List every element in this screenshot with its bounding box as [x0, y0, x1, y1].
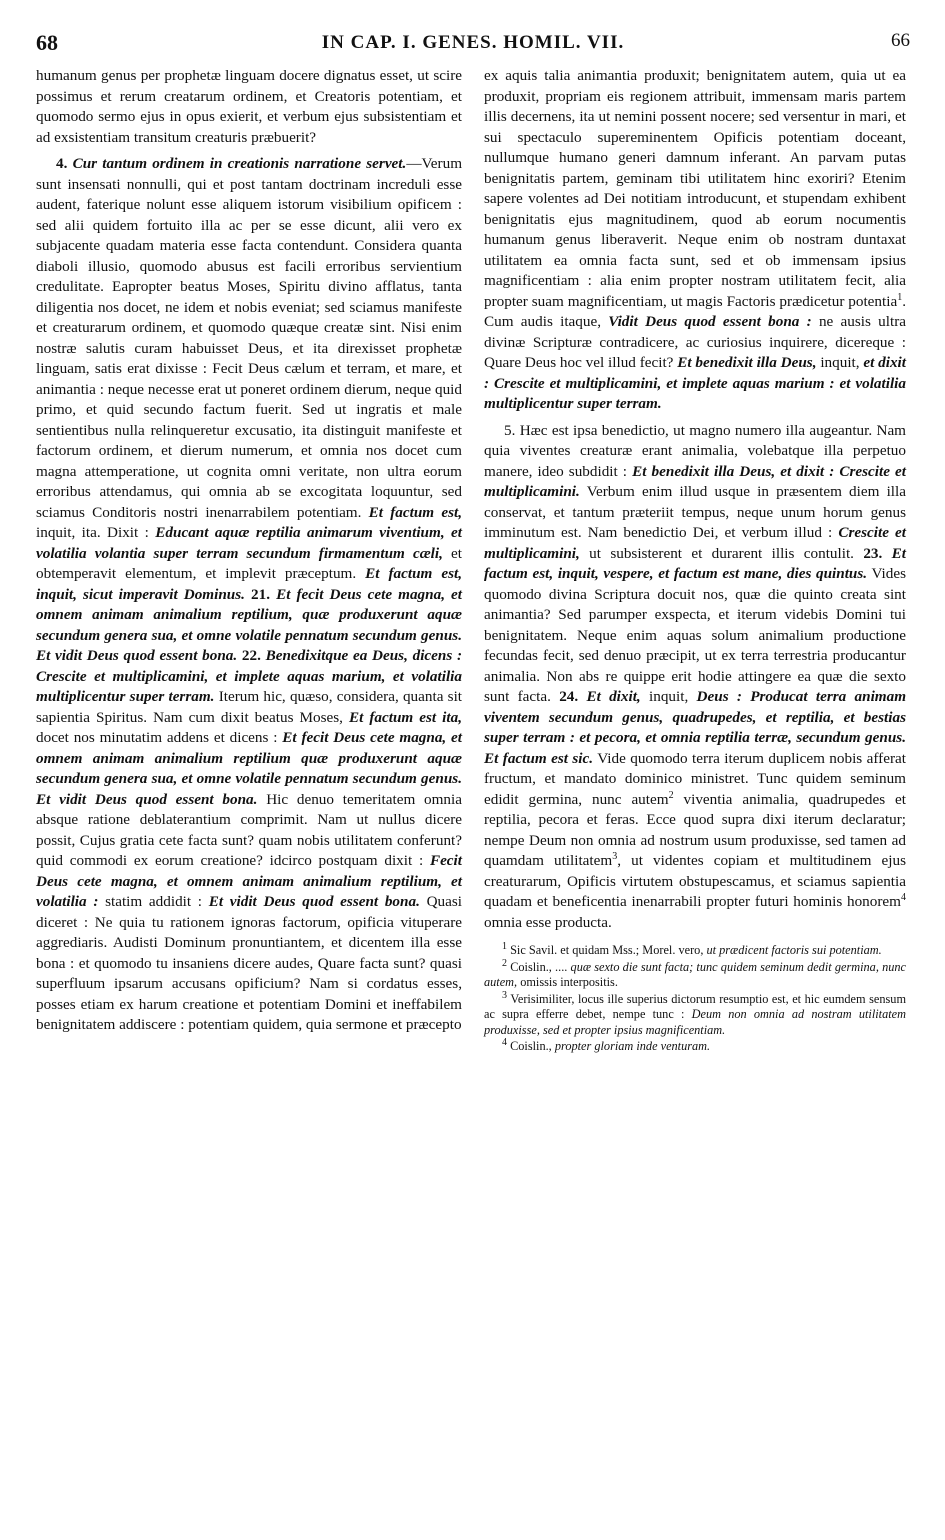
scripture-quote: Et factum est, inquit, vespere, et factum est mane, dies quintus.	[484, 544, 907, 582]
text-run: Vides quomodo divina Scriptura docuit nos, quæ die quinto creata sint animantia? Sed parumper exspecta, et iterum videbis Domini tui benignitatem. Neque enim aquas solum animalium productione fecundas fecit, sed denuo præcipit, ut ex terra terrestria producantur animalia. Non abs re quippe erit hodie attingere ea quæ die sexto sunt facta.	[484, 565, 906, 705]
scripture-quote: Et fecit Deus cete magna, et omnem animam animalium reptilium quæ produxerunt aquæ secundum genera sua, et omne volatile pennatum secundum genus. Et vidit Deus quod essent bona.	[36, 729, 463, 808]
paragraph-section-5	[484, 421, 906, 934]
footnote	[484, 989, 907, 1039]
verse-number: 23.	[863, 544, 883, 562]
running-header	[36, 30, 910, 60]
text-run: Coislin.,	[510, 1039, 552, 1053]
text-run: docet nos minutatim addens et dicens :	[36, 729, 278, 746]
scripture-quote: Deus : Producat terra animam viventem secundum genus, quadrupedes, et reptilia, et bestias super terram : et pecora, et omnia reptilia terræ, secundum genus. Et factum est sic.	[484, 688, 907, 767]
footnote-number: 3	[502, 989, 507, 1001]
text-run: et obtemperavit elementum, et implevit præceptum.	[36, 544, 463, 582]
text-run: Coislin., ....	[510, 959, 568, 974]
footnote-marker[interactable]: 3	[612, 850, 618, 862]
footnote-marker[interactable]: 1	[897, 291, 903, 303]
scripture-quote: Et fecit Deus cete magna, et omnem animam animalium reptilium, quæ produxerunt aquæ secundum genera sua, et omne volatile pennatum secundum genus. Et vidit Deus quod essent bona.	[36, 585, 463, 664]
text-run: ne ausis ultra divinæ Scripturæ contradicere, ac curiosius inquirere, dicereque : Quare Deus hoc vel illud fecit?	[484, 313, 907, 371]
footnote-number: 4	[502, 1036, 507, 1048]
text-run: viventia animalia, quadrupedes et reptilia, pecora et feras. Ecce quod supra dixi iterum declaratur; nempe Deum non omnia ad nostrum usum produxisse, sed tamen ad quamdam utilitatem	[484, 790, 907, 869]
text-run: ex aquis talia animantia produxit; benignitatem autem, quia ut ea produxit, propriam eis regionem attribuit, immensam maris partem illis decernens, ita ut nemini possent nocere; sed versentur in mari, et sui spectaculo supereminentem Opificis potentiam doceant, nullumque humano generi damnum inferant. An parvam putas benignitatis partem, geminam tibi utilitatem hinc exoriri? Etenim sapere volentes ad Dei notitiam introducunt, et stupendam exhibent benignitatis ejus magnitudinem, quod ab eorum nocumentis humanum genus liberaverit. Neque enim ob nostram duntaxat utilitatem ea omnia facta sunt, sed et ob immensam ipsius magnificentiam : alia enim propter nostram utilitatem fecit, alia propter suam magnificentiam, ut magis Factoris prædicetur potentia	[484, 67, 906, 310]
scripture-quote: Et factum est ita,	[349, 708, 463, 726]
text-run: Vide quomodo terra iterum duplicem nobis afferat fructum, et mandato dominico ministret. Tunc quidem seminum edidit germina, nunc autem	[484, 749, 906, 808]
scripture-quote: Fecit Deus cete magna, et omnem animam animalium reptilium, et volatilia :	[36, 852, 462, 910]
text-run: omnia esse producta.	[484, 913, 612, 931]
text-run-italic: propter gloriam inde venturam.	[554, 1039, 711, 1053]
verse-number: 24.	[559, 688, 579, 705]
text-run: Verisimiliter, locus ille superius dictorum resumptio est, et hic eumdem sensum ac supra efferre debet, nempe tunc :	[484, 991, 907, 1021]
verse-number: 22.	[241, 647, 261, 664]
text-run: ut subsisterent et durarent illis contulit.	[589, 544, 854, 562]
scripture-quote: Et factum est,	[368, 503, 462, 521]
text-run: Sic Savil. et quidam Mss.; Morel. vero,	[510, 943, 704, 957]
text-run: Hæc est ipsa benedictio, ut magno numero illa augeantur. Nam quia viventes creaturæ erant animalia, volebatque illa perpetuo manere, ideo subdidit :	[484, 421, 906, 480]
text-run: inquit, ita. Dixit :	[36, 524, 149, 541]
footnotes	[484, 940, 907, 1055]
scripture-quote: Vidit Deus quod essent bona :	[608, 313, 812, 330]
text-run: Iterum hic, quæso, considera, quanta sit sapientia Spiritus. Nam cum dixit beatus Moses,	[36, 688, 463, 726]
verse-number: 21.	[251, 585, 270, 603]
text-run: Quasi diceret : Ne quia tu rationem ignoras factorum, opificia vituperare aggrediaris. Audisti Dominum pronuntiantem, et dicentem illa esse bona : et quomodo tu insaniens dicere audes, Quare facta sunt? quasi superfluum ipsarum accusans opificium? Nam si cordatus esses, posses etiam ex harum creatione et potentiam Domini et ineffabilem benignitatem addiscere : potentiam quidem, quia sermone et præcepto	[36, 893, 463, 1033]
text-run: . Cum audis itaque,	[484, 292, 906, 330]
footnote-number: 2	[502, 957, 507, 969]
footnote-number: 1	[502, 940, 507, 952]
footnote	[484, 957, 906, 991]
running-title: IN CAP. I. GENES. HOMIL. VII.	[321, 32, 625, 53]
scripture-quote: Et benedixit illa Deus,	[677, 354, 817, 371]
section-number: 4.	[56, 155, 68, 172]
scripture-quote: Et factum est, inquit, sicut imperavit Dominus.	[36, 565, 463, 603]
text-run: , ut videntes copiam et multitudinem ejus creaturarum, Opificis virtutem obstupescamus, et sciamus sapientia quadam et beneficentia inenarrabili propter futuri hominis honorem	[484, 852, 906, 910]
paragraph: humanum genus per prophetæ linguam docere dignatus esset, ut scire possimus et rerum creatarum ordinem, et Creatoris potentiam, et quomodo sermo ejus in opus exierit, et verbum ejus subsistentiam et ad exsistentiam transitum creaturis præbuerit?	[36, 67, 462, 146]
text-run: Hic denuo temeritatem omnia absque ratione deblaterantium comprimit. Nam ut nullus dicere possit, Cujus gratia cete facta sunt? quam nobis utilitatem conferunt? quid commodi ex eorum creatione? idcirco postquam dixit :	[36, 790, 462, 869]
paragraph	[484, 66, 906, 415]
text-run: omissis interpositis.	[520, 975, 618, 989]
footnote-marker[interactable]: 2	[668, 789, 674, 801]
text-run-italic: Deum non omnia ad nostram utilitatem produxisse, sed et propter ipsius magnificentiam.	[484, 1007, 906, 1037]
scripture-quote: Et benedixit illa Deus, et dixit : Crescite et multiplicamini.	[484, 462, 906, 500]
text-run: inquit,	[820, 354, 860, 371]
section-number: 5.	[504, 421, 516, 439]
text-run: inquit,	[649, 688, 689, 705]
left-column	[36, 66, 462, 1036]
footnote-marker[interactable]: 4	[901, 891, 906, 903]
footnote	[484, 940, 906, 959]
page-number-right: 66	[891, 30, 910, 51]
scripture-quote: et dixit : Crescite et multiplicamini, et implete aquas marium : et volatilia multiplicentur super terram.	[484, 354, 906, 412]
scripture-quote: Benedixitque ea Deus, dicens : Crescite et multiplicamini, et implete aquas marium, et volatilia multiplicentur super terram.	[36, 647, 463, 705]
text-run: —Verum sunt insensati nonnulli, qui et post tantam doctrinam increduli esse audent, faterique nolunt esse aliquem istorum visibilium opificem : sed alii quidem fortuito illa ac per se esse dicunt, alii vero ex subjacente quadam materia esse facta contendunt. Considera quanta diaboli illusio, quomodo abusus est facili erroribus servientium credulitate. Eapropter beatus Moses, Spiritu divino afflatus, tanta diligentia nos docet, ne idem et nobis eveniat; sed sciamus manifeste et creaturarum ordinem, et quomodo quæque creatæ sint. Nisi enim nostræ salutis curam habuisset Deus, et ita direxisset prophetæ linguam, satis erat dixisse : Fecit Deus cælum et terram, et mare, et animantia : neque necesse erat ut poneret ordinem dierum, neque quid primo, et quid secundo factum fuerit. Sed ut ingratis et male sentientibus nulla relinqueretur excusatio, ita distinguit manifeste et factorum ordinem, et dierum numerum, et omnia nos docet cum magna attemperatione, ut cognita omni veritate, non ultra eorum erroribus attendamus, qui omnia ab se excogitata loquuntur, sed sciamus Conditoris nostri inenarrabilem potentiam.	[36, 155, 463, 521]
scripture-quote: Et dixit,	[586, 688, 641, 705]
text-run-italic: quæ sexto die sunt facta; tunc quidem seminum dedit germina, nunc autem,	[484, 959, 906, 989]
page-number-left: 68	[36, 30, 58, 55]
paragraph-section-4	[36, 154, 462, 1036]
text-run: statim addidit :	[105, 893, 203, 910]
scripture-quote: Et vidit Deus quod essent bona.	[208, 893, 420, 910]
right-column	[484, 66, 906, 1056]
scripture-quote: Crescite et multiplicamini,	[484, 524, 906, 562]
scripture-quote: Educant aquæ reptilia animarum viventium, et volatilia volantia super terram secundum firmamentum cæli,	[36, 524, 462, 562]
text-run-italic: ut prædicent factoris sui potentiam.	[706, 943, 882, 957]
section-title: Cur tantum ordinem in creationis narratione servet.	[72, 155, 407, 172]
footnote	[484, 1036, 906, 1055]
text-run: Verbum enim illud usque in præsentem diem illa conservat, et tantum præteriit tempus, neque unum horum genus imminutum est. Nam benedictio Dei, et verbum illud :	[484, 483, 906, 541]
